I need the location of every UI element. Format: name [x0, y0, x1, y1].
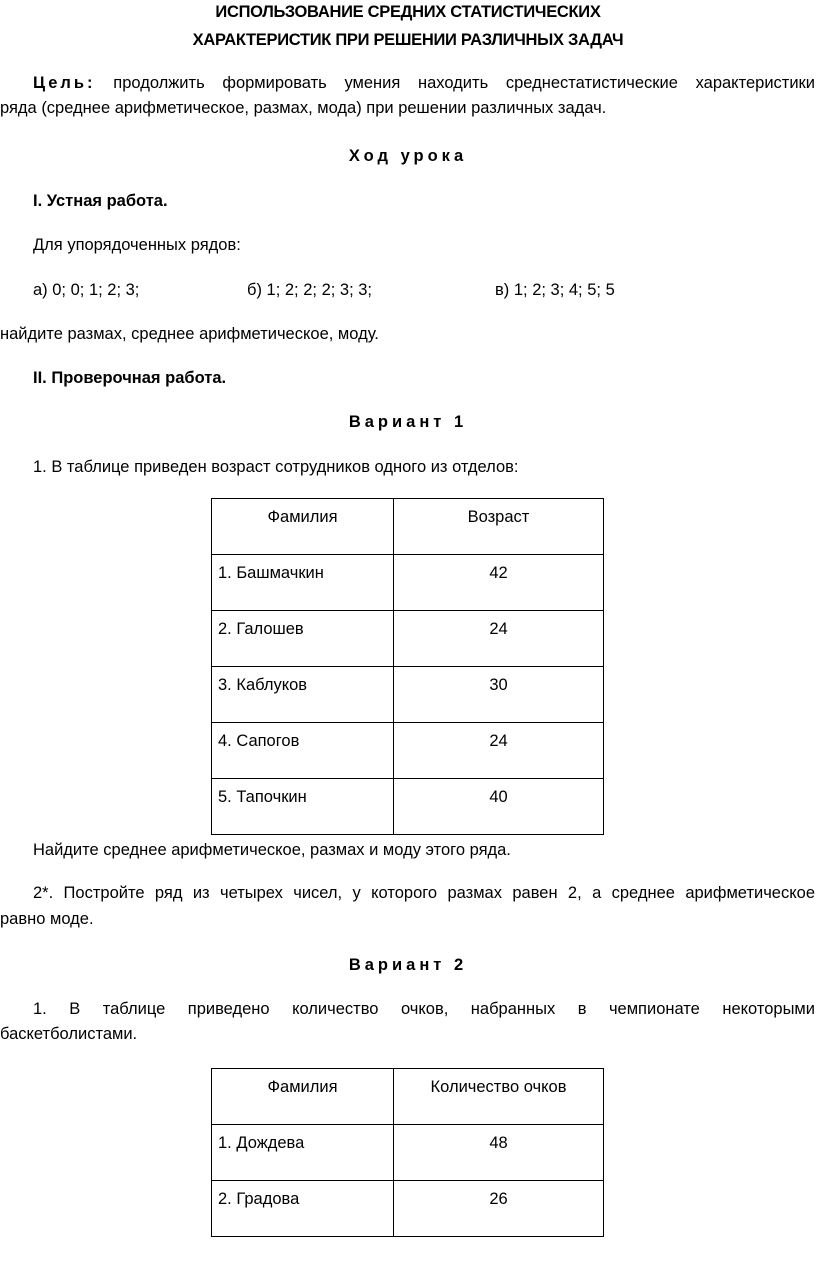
- series-a: а) 0; 0; 1; 2; 3;: [33, 281, 140, 299]
- variant-1-task-1-question: Найдите среднее арифметическое, размах и моду этого ряда.: [33, 841, 511, 859]
- variant-2-task-1-line-1: 1. В таблице приведено количество очков, набранных в чемпионате некоторыми: [33, 1000, 815, 1018]
- variant-2-task-1-line-2: баскетболистами.: [0, 1025, 138, 1043]
- header-surname: Фамилия: [212, 1069, 394, 1125]
- cell-surname: 3. Каблуков: [212, 667, 394, 723]
- table-row: [212, 779, 604, 835]
- cell-age: 40: [394, 779, 604, 835]
- header-age: Возраст: [394, 499, 604, 555]
- section-1-task: найдите размах, среднее арифметическое, моду.: [0, 325, 379, 343]
- table-row: [212, 555, 604, 611]
- cell-age: 24: [394, 723, 604, 779]
- employees-age-table: [211, 498, 604, 835]
- table-row: [212, 611, 604, 667]
- cell-age: 42: [394, 555, 604, 611]
- variant-1-heading: Вариант 1: [348, 413, 468, 431]
- variant-1-task-2-line-2: равно моде.: [0, 910, 94, 928]
- cell-surname: 1. Дождева: [212, 1125, 394, 1181]
- goal-text-1: продолжить формировать умения находить среднестатистические характеристики: [113, 74, 815, 92]
- cell-surname: 2. Галошев: [212, 611, 394, 667]
- cell-surname: 4. Сапогов: [212, 723, 394, 779]
- table-header-row: [212, 1069, 604, 1125]
- table-row: [212, 667, 604, 723]
- goal-line-2: ряда (среднее арифметическое, размах, мода) при решении различных задач.: [0, 99, 607, 117]
- cell-surname: 1. Башмачкин: [212, 555, 394, 611]
- variant-1-task-2-line-1: 2*. Постройте ряд из четырех чисел, у которого размах равен 2, а среднее арифметическое: [33, 884, 815, 902]
- cell-age: 30: [394, 667, 604, 723]
- goal-line-1: [33, 74, 815, 93]
- variant-2-heading: Вариант 2: [348, 956, 468, 974]
- cell-age: 24: [394, 611, 604, 667]
- cell-surname: 2. Градова: [212, 1181, 394, 1237]
- table-row: [212, 723, 604, 779]
- series-b: б) 1; 2; 2; 2; 3; 3;: [247, 281, 373, 299]
- document-title-line-1: ИСПОЛЬЗОВАНИЕ СРЕДНИХ СТАТИСТИЧЕСКИХ: [215, 3, 601, 21]
- header-points: Количество очков: [394, 1069, 604, 1125]
- table-row: [212, 1181, 604, 1237]
- series-c: в) 1; 2; 3; 4; 5; 5: [495, 281, 615, 299]
- cell-points: 48: [394, 1125, 604, 1181]
- variant-1-task-1: 1. В таблице приведен возраст сотрудников одного из отделов:: [33, 458, 519, 476]
- basketball-points-table: [211, 1068, 604, 1237]
- section-1-intro: Для упорядоченных рядов:: [33, 236, 241, 254]
- section-1-heading: I. Устная работа.: [33, 192, 168, 210]
- cell-points: 26: [394, 1181, 604, 1237]
- section-2-heading: II. Проверочная работа.: [33, 369, 227, 387]
- cell-surname: 5. Тапочкин: [212, 779, 394, 835]
- table-row: [212, 1125, 604, 1181]
- goal-label: Цель:: [33, 74, 96, 92]
- document-title-line-2: ХАРАКТЕРИСТИК ПРИ РЕШЕНИИ РАЗЛИЧНЫХ ЗАДАЧ: [192, 31, 624, 49]
- table-header-row: [212, 499, 604, 555]
- lesson-heading: Ход урока: [348, 147, 468, 165]
- header-surname: Фамилия: [212, 499, 394, 555]
